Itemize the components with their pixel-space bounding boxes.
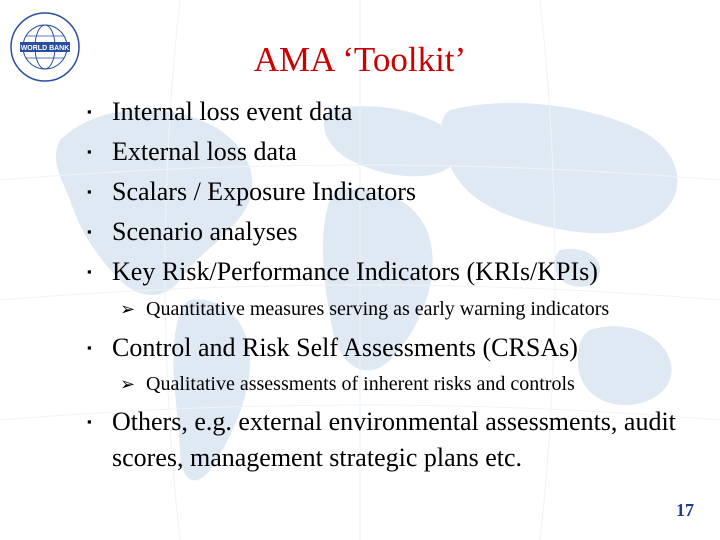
bullet-item: Scalars / Exposure Indicators xyxy=(112,177,416,206)
page-number: 17 xyxy=(676,500,694,520)
bullet-item: Internal loss event data xyxy=(112,97,353,126)
sub-bullet-item: Qualitative assessments of inherent risks and controls xyxy=(146,373,575,395)
slide-title: AMA ‘Toolkit’ xyxy=(253,40,467,79)
bullet-marker-icon: ▪ xyxy=(87,340,92,355)
bullet-marker-icon: ▪ xyxy=(87,224,92,239)
bullet-marker-icon: ▪ xyxy=(87,414,92,429)
bullet-marker-icon: ▪ xyxy=(87,104,92,119)
svg-text:WORLD BANK: WORLD BANK xyxy=(20,45,70,52)
bullet-marker-icon: ▪ xyxy=(87,144,92,159)
bullet-item: Key Risk/Performance Indicators (KRIs/KPIs) xyxy=(112,257,598,286)
sub-bullet-arrow-icon: ➢ xyxy=(120,374,136,394)
bullet-marker-icon: ▪ xyxy=(87,264,92,279)
sub-bullet-arrow-icon: ➢ xyxy=(120,299,136,319)
bullet-item: Control and Risk Self Assessments (CRSAs) xyxy=(112,333,578,362)
bullet-item: Others, e.g. external environmental assessments, audit scores, management strategic plans etc. xyxy=(112,407,676,472)
bullet-item: External loss data xyxy=(112,137,297,166)
sub-bullet-item: Quantitative measures serving as early warning indicators xyxy=(146,298,610,320)
bullet-marker-icon: ▪ xyxy=(87,184,92,199)
bullet-item: Scenario analyses xyxy=(112,217,298,246)
